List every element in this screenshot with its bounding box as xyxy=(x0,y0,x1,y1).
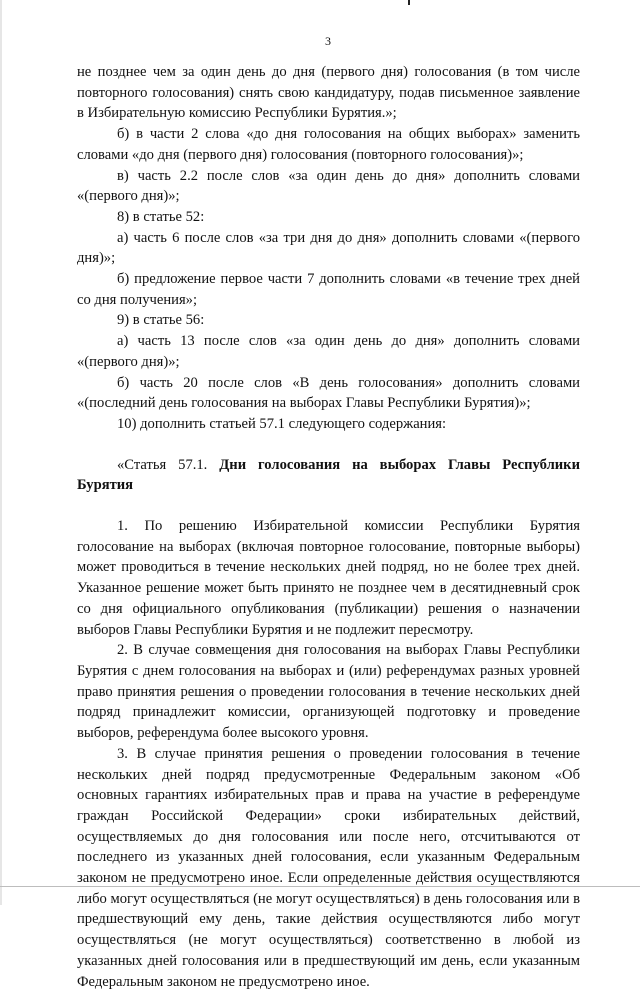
paragraph-continuation: не позднее чем за один день до дня (первого дня) голосования (в том числе повторного голосования) снять свою кандидатуру, подав письменное заявление в Избирательную комиссию Республики Бурятия.»; xyxy=(77,64,580,122)
paragraph: а) часть 6 после слов «за три дня до дня» дополнить словами «(первого дня)»; xyxy=(77,229,580,267)
article-heading xyxy=(77,455,580,496)
paragraph: б) предложение первое части 7 дополнить словами «в течение трех дней со дня получения»; xyxy=(77,271,580,308)
paragraph: б) в части 2 слова «до дня голосования на общих выборах» заменить словами «до дня (первого дня) голосования (повторного голосования)»; xyxy=(77,126,580,163)
paragraph: а) часть 13 после слов «за один день до дня» дополнить словами «(первого дня)»; xyxy=(77,333,580,370)
paragraph: в) часть 2.2 после слов «за один день до дня» дополнить словами «(первого дня)»; xyxy=(77,167,580,205)
article-item: 1. По решению Избирательной комиссии Республики Бурятия голосование на выборах (включая повторное голосование, повторные выборы) может проводиться в течение нескольких дней подряд, но не более трех дней. Указанное решение может быть принято не позднее чем в десятидневный срок со дня официального опубликования (публикации) решения о назначении выборов Главы Республики Бурятия и не подлежит пересмотру. xyxy=(77,518,580,638)
article-heading-prefix: «Статья 57.1. xyxy=(117,456,220,473)
paragraph: 8) в статье 52: xyxy=(117,208,205,225)
scan-bottom-edge xyxy=(0,886,640,887)
article-heading-title: Дни голосования на выборах Главы Республики Бурятия xyxy=(77,456,580,494)
spacer xyxy=(77,496,580,516)
page-number: 3 xyxy=(325,34,331,48)
paragraph: 10) дополнить статьей 57.1 следующего содержания: xyxy=(117,415,447,432)
paragraph: 9) в статье 56: xyxy=(117,312,205,329)
article-item: 2. В случае совмещения дня голосования на выборах Главы Республики Бурятия с днем голосования на выборах и (или) референдумах разных уровней право принятия решения о проведении голосования в течение нескольких дней подряд принадлежит комиссии, организующей подготовку и проведение выборов, референдума более высокого уровня. xyxy=(77,642,580,742)
paragraph: б) часть 20 после слов «В день голосования» дополнить словами «(последний день голосования на выборах Главы Республики Бурятия)»; xyxy=(77,374,580,412)
document-body xyxy=(77,62,580,992)
scan-mark xyxy=(408,0,410,5)
spacer xyxy=(77,435,580,455)
article-item: 3. В случае принятия решения о проведении голосования в течение нескольких дней подряд предусмотренные Федеральным законом «Об основных гарантиях избирательных прав и права на участие в референдуме граждан Российской Федерации» сроки избирательных действий, осуществляемых до дня голосования или после него, отсчитываются от последнего из указанных дней голосования, если указанным Федеральным законом не предусмотрено иное. Если определенные действия осуществляются либо могут осуществляться (не могут осуществляться) в день голосования или в предшествующий ему день, такие действия осуществляются либо могут осуществляться (не могут осуществляться) соответственно в любой из указанных дней голосования или в предшествующий им день, если указанным Федеральным законом не предусмотрено иное. xyxy=(77,745,580,990)
scan-edge xyxy=(0,0,2,905)
